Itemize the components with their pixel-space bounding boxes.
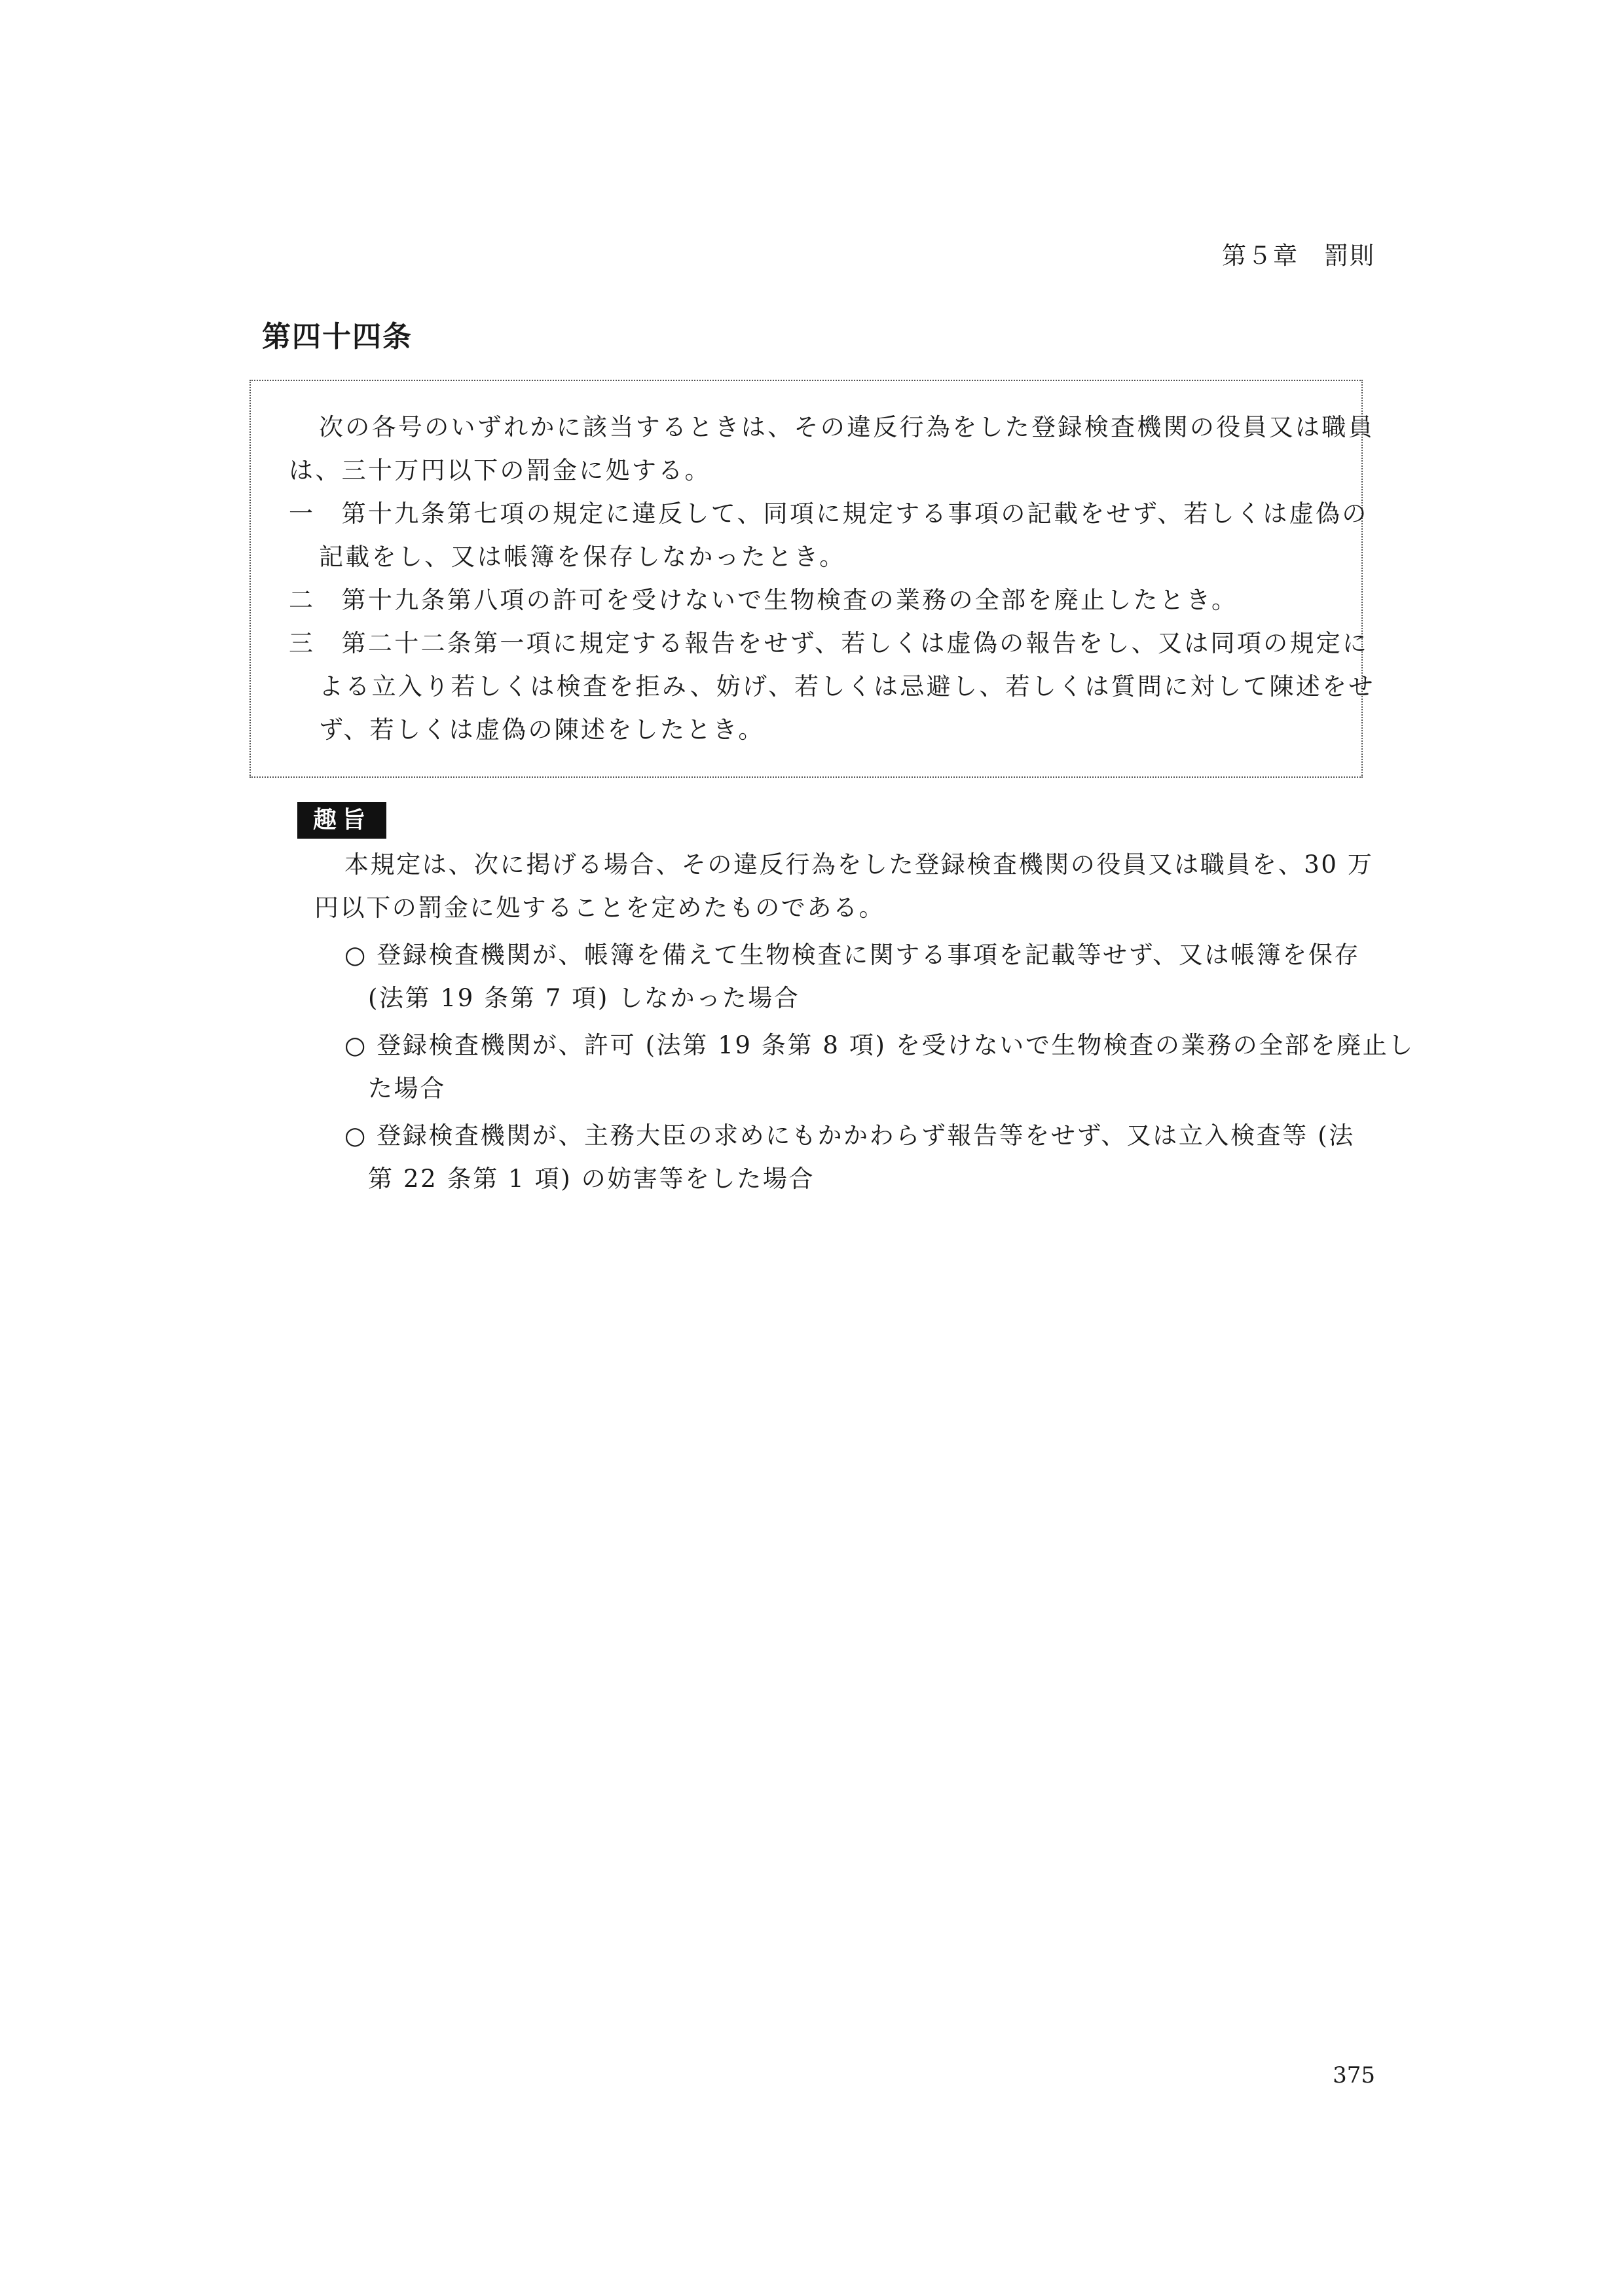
commentary-line: 円以下の罰金に処することを定めたものである。: [314, 894, 885, 922]
statute-line: 一 第十九条第七項の規定に違反して、同項に規定する事項の記載をせず、若しくは虚偽の: [289, 500, 1369, 528]
article-title: 第四十四条: [262, 320, 413, 354]
bullet-item: ○ 登録検査機関が、許可 (法第 19 条第 8 項) を受けないで生物検査の業務の全部を廃止し: [344, 1031, 1414, 1059]
bullet-continuation: た場合: [368, 1074, 446, 1102]
statute-line: 二 第十九条第八項の許可を受けないで生物検査の業務の全部を廃止したとき。: [289, 586, 1238, 614]
commentary-line: 本規定は、次に掲げる場合、その違反行為をした登録検査機関の役員又は職員を、30 万: [344, 850, 1374, 879]
purpose-badge: 趣旨: [297, 802, 386, 839]
running-head: 第５章 罰則: [1222, 242, 1375, 270]
statute-box: [249, 380, 1375, 778]
statute-line: よる立入り若しくは検査を拒み、妨げ、若しくは忌避し、若しくは質問に対して陳述をせ: [319, 672, 1375, 701]
statute-line: ず、若しくは虚偽の陳述をしたとき。: [319, 716, 765, 744]
statute-line: は、三十万円以下の罰金に処する。: [289, 456, 711, 484]
statute-line: 三 第二十二条第一項に規定する報告をせず、若しくは虚偽の報告をし、又は同項の規定に: [289, 629, 1369, 657]
statute-line: 記載をし、又は帳簿を保存しなかったとき。: [319, 543, 846, 571]
bullet-continuation: 第 22 条第 1 項) の妨害等をした場合: [368, 1165, 815, 1193]
bullet-continuation: (法第 19 条第 7 項) しなかった場合: [368, 984, 800, 1012]
bullet-item: ○ 登録検査機関が、主務大臣の求めにもかかわらず報告等をせず、又は立入検査等 (法: [344, 1121, 1355, 1150]
page-number: 375: [1333, 2062, 1375, 2088]
statute-line: 次の各号のいずれかに該当するときは、その違反行為をした登録検査機関の役員又は職員: [319, 413, 1375, 441]
bullet-item: ○ 登録検査機関が、帳簿を備えて生物検査に関する事項を記載等せず、又は帳簿を保存: [344, 941, 1361, 969]
